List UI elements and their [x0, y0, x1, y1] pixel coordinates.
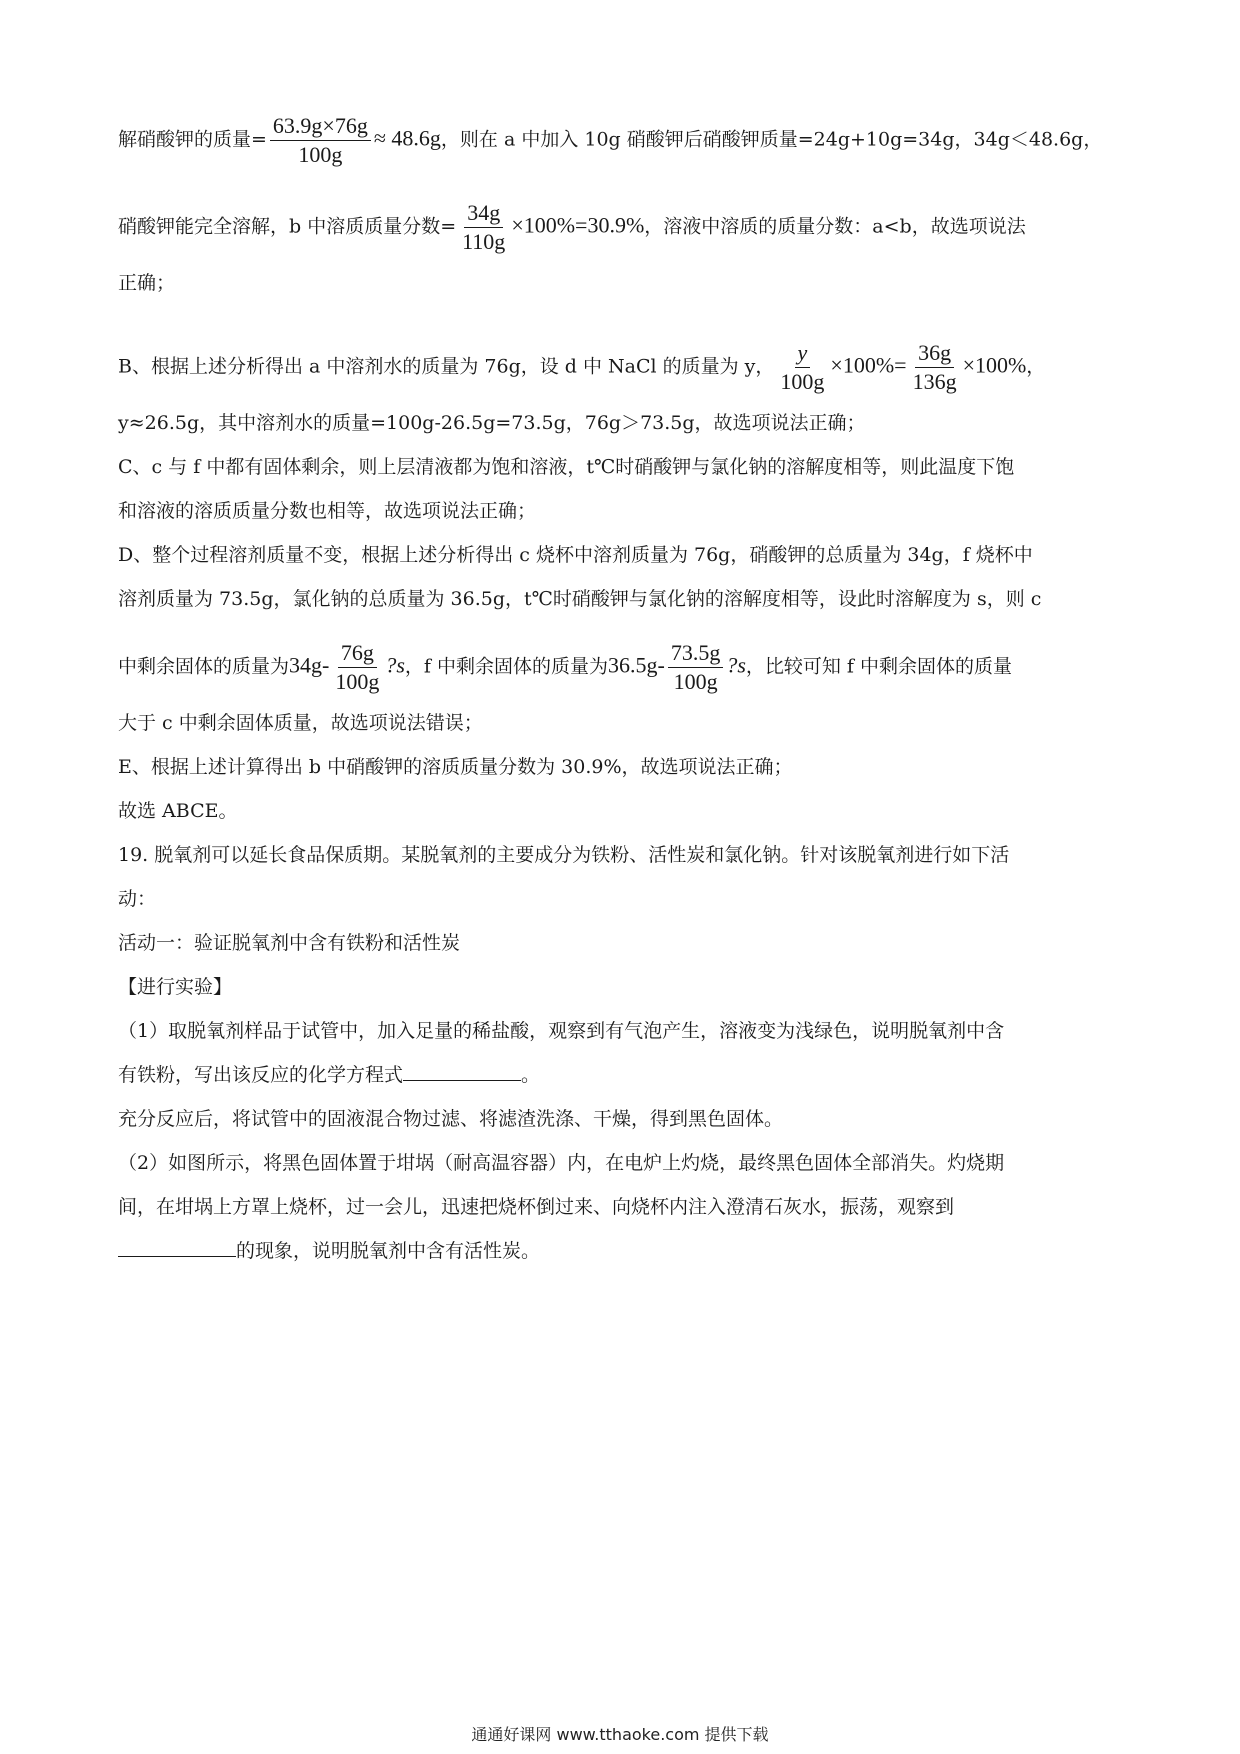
experiment-heading: 【进行实验】 — [118, 976, 233, 998]
option-d-line-1: D、整个过程溶剂质量不变，根据上述分析得出 c 烧杯中溶剂质量为 76g，硝酸钾的总质量为 34g，f 烧杯中 — [118, 544, 1033, 566]
solution-line-1: 解硝酸钾的质量= $\frac{63.9g\times 76g}{100g}$ ≈ 48.6g，则在 a 中加入 10g 硝酸钾后硝酸钾质量=24g+10g=34g，34g＜48.6g， — [118, 113, 1103, 167]
option-b-line-2: y≈26.5g，其中溶剂水的质量=100g-26.5g=73.5g，76g＞73.5g，故选项说法正确； — [118, 412, 866, 434]
option-c-line-1: C、c 与 f 中都有固体剩余，则上层清液都为饱和溶液，t℃时硝酸钾与氯化钠的溶解度相等，则此温度下饱 — [118, 456, 1015, 478]
fraction: $\frac{76g}{100g}$ — [335, 640, 380, 694]
fraction: $\frac{36g}{136g}$ — [912, 340, 957, 394]
part-2-line-2: 间，在坩埚上方罩上烧杯，过一会儿，迅速把烧杯倒过来、向烧杯内注入澄清石灰水，振荡，观察到 — [118, 1196, 955, 1218]
option-e-line: E、根据上述计算得出 b 中硝酸钾的溶质质量分数为 30.9%，故选项说法正确； — [118, 756, 793, 778]
option-c-line-2: 和溶液的溶质质量分数也相等，故选项说法正确； — [118, 500, 537, 522]
option-d-line-4: 大于 c 中剩余固体质量，故选项说法错误； — [118, 712, 483, 734]
answer-blank — [118, 1238, 236, 1257]
option-b-line: B、根据上述分析得出 a 中溶剂水的质量为 76g，设 d 中 NaCl 的质量为 y， $\frac{y}{100g}$ ×100%= $\frac{36g}{136g}$ ×100%， — [118, 340, 1046, 394]
part-1-line-1: （1）取脱氧剂样品于试管中，加入足量的稀盐酸，观察到有气泡产生，溶液变为浅绿色，说明脱氧剂中含 — [118, 1020, 1005, 1042]
answer-line: 故选 ABCE。 — [118, 800, 238, 822]
part-2-line-3: 的现象，说明脱氧剂中含有活性炭。 — [118, 1236, 1122, 1266]
part-1-line-2: 有铁粉，写出该反应的化学方程式 。 — [118, 1064, 541, 1086]
solution-line-2: 硝酸钾能完全溶解，b 中溶质质量分数= $\frac{34g}{110g}$ ×100%=30.9%，溶液中溶质的质量分数：a<b，故选项说法 — [118, 200, 1026, 254]
fraction: $\frac{63.9g\times 76g}{100g}$ — [270, 113, 371, 168]
question-19-line-1: 19. 脱氧剂可以延长食品保质期。某脱氧剂的主要成分为铁粉、活性炭和氯化钠。针对该脱氧剂进行如下活 — [118, 844, 1010, 866]
part-2-line-1: （2）如图所示，将黑色固体置于坩埚（耐高温容器）内，在电炉上灼烧，最终黑色固体全部消失。灼烧期 — [118, 1152, 1005, 1174]
fraction: $\frac{73.5g}{100g}$ — [668, 640, 724, 695]
solution-line-3: 正确； — [118, 272, 176, 294]
option-d-line-2: 溶剂质量为 73.5g，氯化钠的总质量为 36.5g，t℃时硝酸钾与氯化钠的溶解度相等，设此时溶解度为 s，则 c — [118, 588, 1042, 610]
option-d-line-3: 中剩余固体的质量为34g- $\frac{76g}{100g}$ ?s，f 中剩余固体的质量为36.5g- $\frac{73.5g}{100g}$ ?s，比较可知 f 中剩余固体的质量 — [118, 640, 1012, 694]
part-1-line-3: 充分反应后，将试管中的固液混合物过滤、将滤渣洗涤、干燥，得到黑色固体。 — [118, 1108, 784, 1130]
answer-blank — [403, 1062, 521, 1081]
fraction: $\frac{34g}{110g}$ — [462, 200, 506, 254]
question-19-line-2: 动： — [118, 888, 157, 910]
page-footer: 通通好课网 www.tthaoke.com 提供下载 — [471, 1725, 769, 1744]
fraction: $\frac{y}{100g}$ — [780, 340, 825, 394]
activity-one-heading: 活动一：验证脱氧剂中含有铁粉和活性炭 — [118, 932, 461, 954]
